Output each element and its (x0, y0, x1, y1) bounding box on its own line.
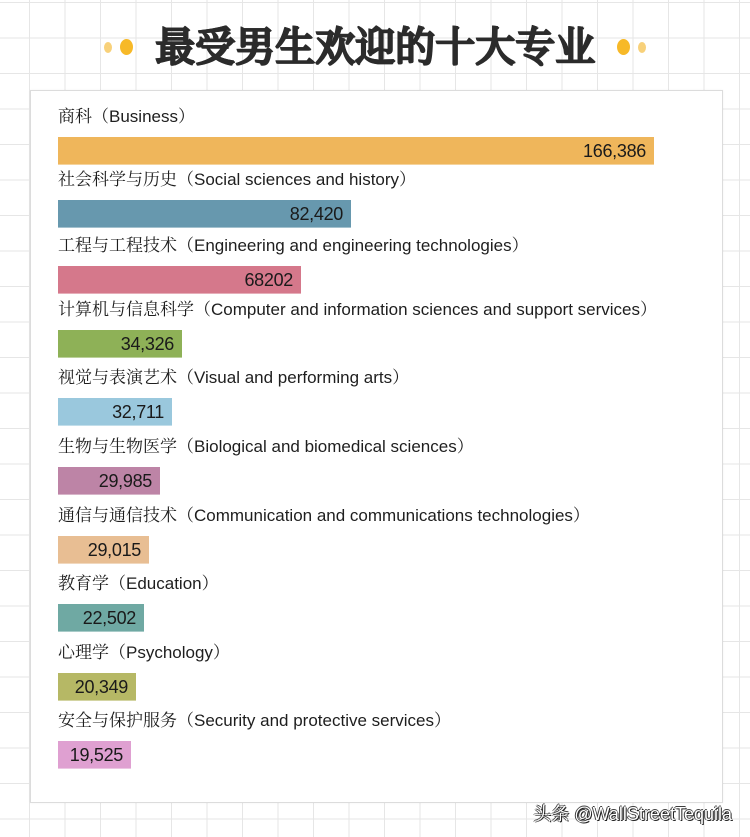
left-dots (104, 39, 133, 55)
title-row (0, 22, 750, 72)
bar (58, 398, 172, 426)
bar (58, 266, 301, 294)
bar-value: 20,349 (74, 677, 128, 697)
bar-label: 社会科学与历史（Social sciences and history） (58, 170, 417, 189)
bar-item (58, 170, 416, 228)
bar-value: 68202 (244, 270, 293, 290)
bar (58, 536, 149, 564)
bar-label: 教育学（Education） (58, 574, 219, 593)
bar (58, 467, 160, 495)
bar (58, 137, 654, 165)
bar-value: 32,711 (112, 402, 164, 422)
bar-label: 安全与保护服务（Security and protective services） (58, 711, 451, 730)
watermark-credit: 头条 @WallStreetTequila (533, 804, 732, 824)
dot-dark-icon (617, 39, 630, 55)
chart-card (30, 90, 723, 803)
bar (58, 604, 144, 632)
bar-label: 工程与工程技术（Engineering and engineering technologies） (58, 236, 529, 255)
bar-label: 商科（Business） (58, 107, 195, 126)
bar-label: 心理学（Psychology） (58, 643, 230, 662)
bar (58, 330, 182, 358)
bar-label: 通信与通信技术（Communication and communications technologies） (58, 506, 590, 525)
bar-value: 19,525 (69, 745, 123, 765)
bar (58, 741, 131, 769)
bar-value: 166,386 (583, 141, 646, 161)
bar-value: 82,420 (289, 204, 343, 224)
right-dots (617, 39, 646, 55)
bar-item (58, 643, 230, 701)
bar-value: 29,015 (87, 540, 141, 560)
dot-dark-icon (120, 39, 133, 55)
bar-item (58, 236, 529, 294)
chart-title: 最受男生欢迎的十大专业 (155, 23, 595, 71)
bar-label: 生物与生物医学（Biological and biomedical sciences） (58, 437, 474, 456)
bar (58, 200, 351, 228)
bar-item (58, 368, 409, 426)
bar (58, 673, 136, 701)
bar-item (58, 300, 657, 358)
bar-label: 视觉与表演艺术（Visual and performing arts） (58, 368, 410, 387)
bar-value: 22,502 (82, 608, 136, 628)
bar-item (58, 437, 474, 495)
bar-label: 计算机与信息科学（Computer and information sciences and support services） (58, 300, 657, 319)
bar-item (58, 107, 654, 165)
bar-value: 29,985 (98, 471, 152, 491)
bar-item (58, 711, 451, 769)
bar-item (58, 506, 590, 564)
dot-light-icon (638, 42, 646, 53)
dot-light-icon (104, 42, 112, 53)
bar-value: 34,326 (120, 334, 174, 354)
bar-item (58, 574, 219, 632)
